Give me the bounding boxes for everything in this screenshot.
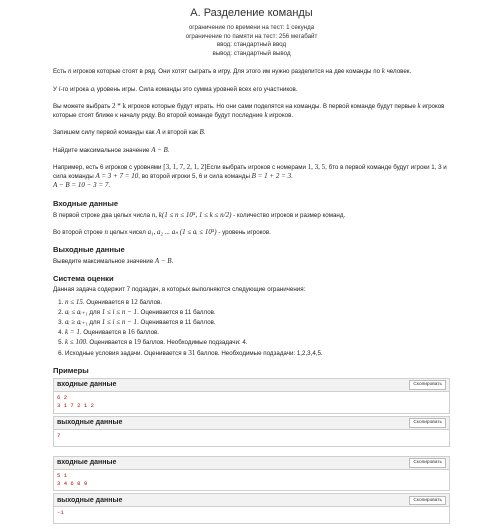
text: Исходные условия задачи. Оценивается в [65, 349, 189, 357]
copy-button[interactable]: Скопировать [409, 418, 446, 428]
text: Вы можете выбрать [53, 102, 113, 110]
math: 16 [127, 328, 135, 337]
problem-limits [53, 24, 450, 60]
example-output-text[interactable]: -1 [57, 509, 64, 517]
text: Найдите максимальное значение [53, 146, 152, 154]
text: Например, есть 6 игроков с уровнями [53, 163, 164, 171]
examples-heading: Примеры [53, 365, 89, 375]
math: A [156, 128, 161, 137]
example-output-label: выходные данные [57, 496, 123, 504]
input-type: ввод: стандартный ввод [216, 41, 287, 49]
text: . Оценивается в 11 баллов. [137, 308, 216, 316]
text: . Оценивается в [79, 329, 128, 337]
text: для [87, 318, 102, 326]
example-input-box [53, 456, 450, 492]
scoring-heading: Система оценки [53, 274, 114, 284]
math: a₁, a₂ ... aₙ (1 ≤ aᵢ ≤ 10⁵) [147, 227, 217, 236]
text: . Оценивается в 11 баллов. [137, 318, 216, 326]
text: для [87, 308, 102, 316]
text: человек. [384, 68, 412, 76]
subtask-item [65, 318, 450, 327]
scoring-intro: Данная задача содержит 7 подзадач, в которых выполняются следующие ограничения: [53, 286, 306, 294]
math: k [417, 101, 421, 110]
example-input-header [54, 457, 449, 470]
example-input-label: входные данные [57, 381, 117, 389]
example-1 [53, 378, 450, 447]
math: A = 3 + 7 = 10 [95, 172, 139, 181]
memory-limit: ограничение по памяти на тест: 256 мегабайт [185, 32, 318, 40]
example-input-label: входные данные [57, 459, 117, 467]
text: Если выбрать игроков с номерами [206, 163, 308, 171]
problem-legend [53, 67, 450, 190]
text: игроков которые стоят ближе к началу ряду. Во второй команде будут последние [53, 102, 445, 120]
example-output-header [54, 417, 449, 430]
input-line [53, 228, 450, 237]
example-output-box [53, 493, 450, 524]
text: . [167, 146, 170, 154]
subtask-list [53, 298, 450, 358]
example-output-header [54, 494, 449, 507]
example-input-text[interactable]: 6 2 3 1 7 2 1 2 [57, 393, 94, 410]
text: - уровень игроков. [216, 228, 271, 236]
input-line [53, 211, 450, 220]
text: . [203, 129, 206, 137]
text: баллов. [137, 298, 163, 306]
math: k = 1 [65, 328, 80, 337]
text: Запишем силу первой команды как [53, 129, 157, 137]
text: . [171, 258, 174, 266]
math: aᵢ ≤ aᵢ₊₁ [65, 307, 88, 316]
legend-paragraph [53, 67, 450, 76]
math: B [199, 128, 204, 137]
subtask-item [65, 349, 450, 358]
math: k [381, 67, 385, 76]
text: Выведите максимальное значение [53, 258, 155, 266]
text: Во второй строке [53, 228, 105, 236]
example-input-text[interactable]: 5 1 3 4 6 8 9 [57, 471, 88, 488]
math: n [104, 227, 108, 236]
math: 1, 3, 5 [307, 162, 326, 171]
output-type: вывод: стандартный вывод [212, 50, 291, 58]
input-heading: Входные данные [53, 198, 119, 208]
text: - количество игроков и размер команд. [231, 211, 346, 219]
text: уровень игры. Сила команды это сумма уровней всех его участников. [95, 85, 298, 93]
text: . [291, 173, 293, 181]
math: 12 [130, 297, 138, 306]
math: A − B [151, 145, 168, 154]
text: игроков которые стоят в ряд. Они хотят сыграть в игру. Для этого им нужно разделится на две команды по [71, 68, 382, 76]
math: aᵢ [90, 84, 96, 93]
subtask-item [65, 298, 450, 307]
math: A − B [154, 257, 172, 266]
text: , бто в первой команде будут игроки 1, 3 и сила команды [53, 163, 447, 181]
text: целых чисел [107, 228, 148, 236]
text: В первой строке два целых числа [53, 211, 152, 219]
example-input-box [53, 378, 450, 414]
legend-paragraph [53, 102, 450, 120]
math: aᵢ ≥ aᵢ₊₁ [65, 317, 88, 326]
legend-paragraph [53, 85, 450, 94]
example-output-box [53, 416, 450, 447]
math: 2 * k [112, 101, 127, 110]
legend-paragraph [53, 163, 450, 191]
text: . Оценивается в [82, 298, 131, 306]
text: -го игрока [60, 85, 91, 93]
example-output-text[interactable]: 7 [57, 431, 61, 439]
text: , во второй игроки 5, 6 и сила команды [138, 173, 252, 181]
subtask-item [65, 328, 450, 337]
example-input-header [54, 379, 449, 392]
text: и второй как [160, 129, 200, 137]
output-heading: Выходные данные [53, 245, 125, 255]
text: баллов. Необходимые подзадачи: 4. [140, 339, 248, 347]
math: i [58, 84, 61, 93]
math: [3, 1, 7, 2, 1, 2] [163, 162, 207, 171]
math: 1 ≤ i ≤ n − 1 [101, 307, 138, 316]
math: k ≤ 100 [65, 338, 86, 347]
math: 19 [133, 338, 141, 347]
text: . Оценивается в [85, 339, 134, 347]
text: баллов. Необходимые подзадачи: 1,2,3,4,5. [195, 349, 323, 357]
math: n [67, 67, 72, 76]
math: n ≤ 15 [65, 297, 83, 306]
math: 31 [188, 348, 196, 357]
copy-button[interactable]: Скопировать [409, 380, 446, 390]
copy-button[interactable]: Скопировать [409, 496, 446, 506]
math: k [264, 111, 268, 120]
math: A − B = 10 − 3 = 7 [53, 181, 109, 190]
text: У [53, 85, 59, 93]
text: Есть [53, 68, 68, 76]
example-2 [53, 456, 450, 525]
math: B = 1 + 2 = 3 [251, 172, 292, 181]
text: игроков которые будут играть. Но они сами поделятся на команды. В первой команде будут первые [126, 102, 418, 110]
legend-paragraph [53, 128, 450, 137]
subtask-item [65, 308, 450, 317]
math: n, k(1 ≤ n ≤ 10⁵, 1 ≤ k ≤ n/2) [151, 210, 232, 219]
time-limit: ограничение по времени на тест: 1 секунда [188, 23, 315, 31]
example-output-label: выходные данные [57, 419, 123, 427]
text: игроков. [267, 112, 294, 120]
text: . [108, 182, 111, 190]
output-line [53, 257, 450, 266]
text: баллов. [134, 329, 160, 337]
math: 1 ≤ i ≤ n − 1 [101, 317, 138, 326]
legend-paragraph [53, 146, 450, 155]
problem-title: A. Разделение команды [190, 7, 313, 19]
copy-button[interactable]: Скопировать [409, 458, 446, 468]
subtask-item [65, 338, 450, 347]
